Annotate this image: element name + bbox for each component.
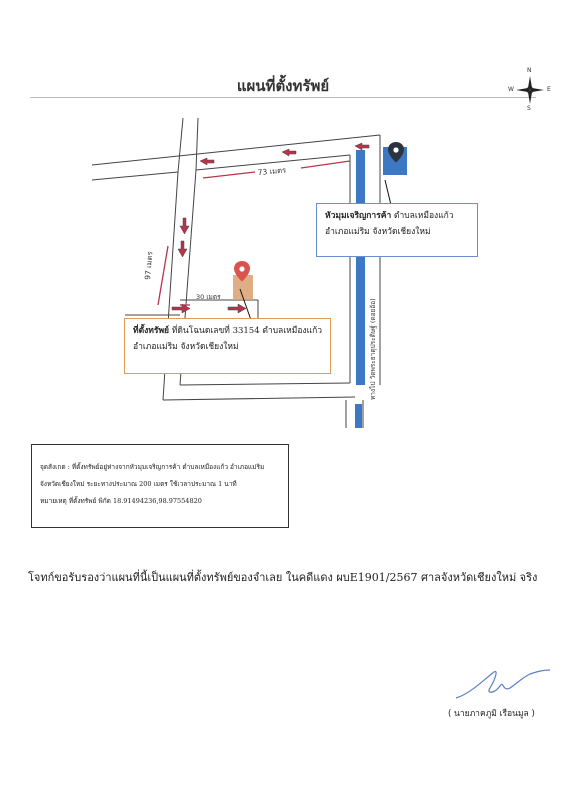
landmark-callout-line (385, 180, 391, 205)
property-line1: ที่ดินโฉนดเลขที่ 33154 ตำบลเหมืองแก้ว (169, 326, 322, 336)
road-direction-label: ทางไป วัดพระธาตุประดิษฐ์ (ดอยอ้อ) (369, 298, 377, 400)
property-name: ที่ตั้งทรัพย์ (133, 326, 170, 336)
arrow-right-2 (228, 304, 246, 313)
property-label (124, 318, 331, 374)
distance-left-label: 97 เมตร (143, 251, 155, 281)
arrow-down-1 (180, 218, 189, 234)
compass-w: W (508, 86, 514, 93)
arrow-left-2 (282, 149, 296, 156)
river-strip (356, 150, 365, 385)
certification-statement: โจทก์ขอรับรองว่าแผนที่นี้เป็นแผนที่ตั้งทรัพย์ของจำเลย ในคดีแดง ผบE1901/2567 ศาลจังหวัดเชียงใหม่ จริง (28, 571, 538, 584)
landmark-line1: ตำบลเหมืองแก้ว (391, 211, 454, 221)
page-title: แผนที่ตั้งทรัพย์ (236, 77, 330, 95)
arrow-down-2 (178, 241, 187, 257)
distance-top-label: 73 เมตร (257, 165, 287, 177)
property-line2: อำเภอแม่ริม จังหวัดเชียงใหม่ (133, 342, 239, 352)
arrow-left-3 (355, 143, 369, 150)
signer-name: ( นายภาคภูมิ เรือนมูล ) (448, 709, 535, 719)
compass-s: S (527, 105, 531, 112)
compass-e: E (547, 86, 551, 93)
info-box (31, 444, 289, 528)
arrow-left-1 (200, 158, 214, 165)
distance-short-label: 30 เมตร (196, 293, 221, 301)
compass-n: N (527, 67, 532, 74)
info-line3: หมายเหตุ ที่ตั้งทรัพย์ พิกัด 18.91494236,98.97554820 (40, 497, 202, 505)
signature-icon (450, 664, 560, 704)
landmark-line2: อำเภอแม่ริม จังหวัดเชียงใหม่ (325, 227, 431, 237)
info-line2: จังหวัดเชียงใหม่ ระยะทางประมาณ 200 เมตร ใช้เวลาประมาณ 1 นาที (40, 480, 237, 488)
landmark-name: หัวมุมเจริญการค้า (325, 211, 392, 221)
landmark-label (316, 203, 478, 257)
river-strip-lower (355, 404, 362, 428)
info-line1: จุดสังเกต : ที่ตั้งทรัพย์อยู่ห่างจากหัวมุมเจริญการค้า ตำบลเหมืองแก้ว อำเภอแม่ริม (40, 463, 265, 471)
